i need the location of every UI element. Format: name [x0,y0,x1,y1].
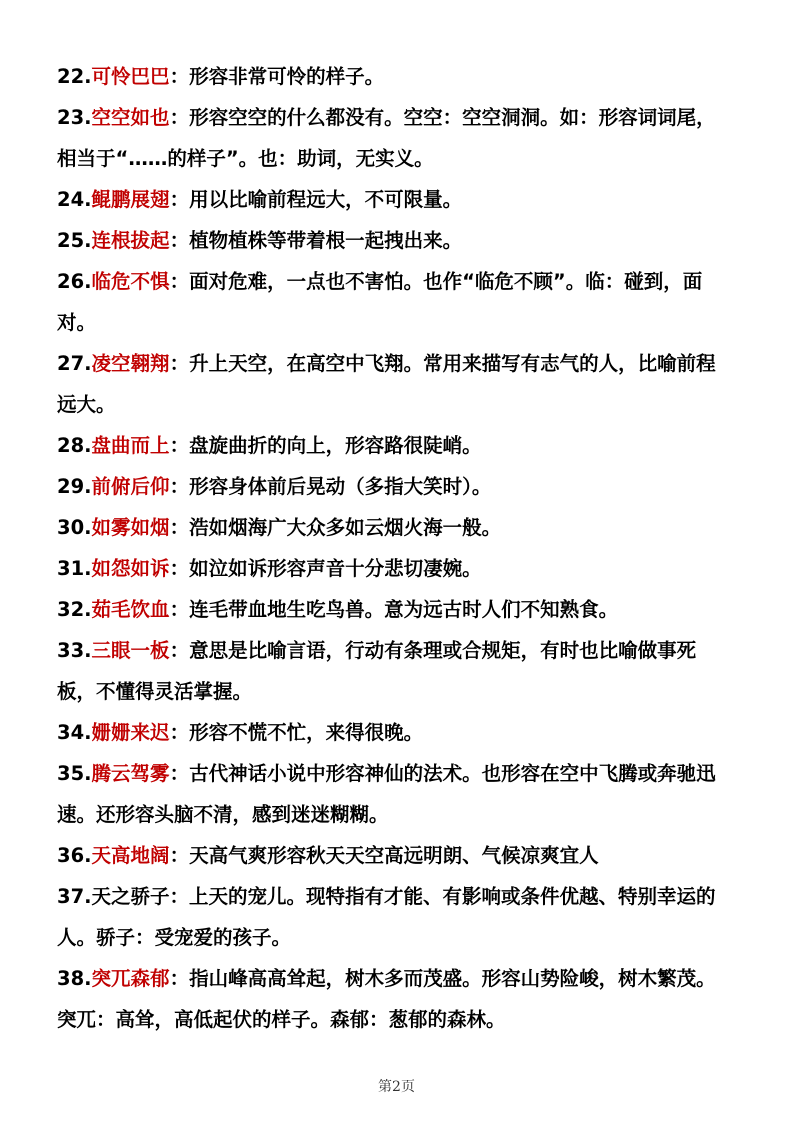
idiom-definition: ：天高气爽形容秋天天空高远明朗、气候凉爽宜人 [169,844,599,867]
idiom-definition: ：形容身体前后晃动（多指大笑时）。 [169,475,492,498]
entry-number: 26. [57,270,92,293]
idiom-entry [57,753,735,835]
idiom-definition: ：形容不慌不忙，来得很晚。 [169,721,424,744]
idiom-entry [57,958,735,1040]
idiom-definition: ：升上天空，在高空中飞翔。常用来描写有志气的人，比喻前程远大。 [57,352,716,416]
idiom-term: 茹毛饮血 [91,598,170,621]
idiom-term: 三眼一板 [91,639,170,662]
entry-number: 37. [57,885,92,908]
idiom-entry [57,876,735,958]
idiom-entry [57,630,735,712]
idiom-entry [57,835,735,876]
idiom-entry [57,97,735,179]
idiom-term: 突兀森郁 [91,967,170,990]
idiom-term: 姗姗来迟 [91,721,170,744]
idiom-term: 空空如也 [91,106,170,129]
idiom-definition: ：植物植株等带着根一起拽出来。 [169,229,463,252]
idiom-definition: ：古代神话小说中形容神仙的法术。也形容在空中飞腾或奔驰迅速。还形容头脑不清，感到迷迷糊糊。 [57,762,716,826]
entry-number: 33. [57,639,92,662]
entry-number: 28. [57,434,92,457]
entry-number: 25. [57,229,92,252]
idiom-definition: ：用以比喻前程远大，不可限量。 [169,188,463,211]
idiom-entry [57,548,735,589]
entry-number: 38. [57,967,92,990]
idiom-entry [57,261,735,343]
idiom-entry [57,220,735,261]
idiom-definition: ：浩如烟海广大众多如云烟火海一般。 [169,516,502,539]
idiom-entry [57,425,735,466]
idiom-entry [57,507,735,548]
entry-number: 30. [57,516,92,539]
idiom-term: 连根拔起 [91,229,170,252]
idiom-definition: ：意思是比喻言语，行动有条理或合规矩，有时也比喻做事死板，不懂得灵活掌握。 [57,639,697,703]
idiom-definition: ：连毛带血地生吃鸟兽。意为远古时人们不知熟食。 [169,598,619,621]
idiom-term: 凌空翱翔 [91,352,170,375]
entry-number: 23. [57,106,92,129]
entry-number: 34. [57,721,92,744]
idiom-entry [57,179,735,220]
idiom-definition: ：盘旋曲折的向上，形容路很陡峭。 [169,434,482,457]
entry-number: 36. [57,844,92,867]
idiom-definition: ：指山峰高高耸起，树木多而茂盛。形容山势险峻，树木繁茂。突兀：高耸，高低起伏的样子。森郁：葱郁的森林。 [57,967,716,1031]
idiom-term: 天高地阔 [91,844,170,867]
idiom-term: 可怜巴巴 [91,65,170,88]
idiom-definition: 天之骄子：上天的宠儿。现特指有才能、有影响或条件优越、特别幸运的人。骄子：受宠爱的孩子。 [57,885,716,949]
page-number: 第2页 [378,1079,415,1095]
entry-number: 32. [57,598,92,621]
idiom-definition: ：形容空空的什么都没有。空空：空空洞洞。如：形容词词尾，相当于“……的样子”。也：助词，无实义。 [57,106,716,170]
idiom-definition: ：面对危难，一点也不害怕。也作“临危不顾”。临：碰到，面对。 [57,270,703,334]
entry-number: 31. [57,557,92,580]
idiom-term: 如怨如诉 [91,557,170,580]
entry-number: 35. [57,762,92,785]
idiom-entry [57,712,735,753]
idiom-entry [57,343,735,425]
idiom-definition: ：形容非常可怜的样子。 [169,65,385,88]
entry-number: 29. [57,475,92,498]
entry-number: 24. [57,188,92,211]
idiom-term: 临危不惧 [91,270,170,293]
entry-number: 27. [57,352,92,375]
idiom-definition: ：如泣如诉形容声音十分悲切凄婉。 [169,557,482,580]
entry-number: 22. [57,65,92,88]
idiom-entry [57,56,735,97]
idiom-term: 盘曲而上 [91,434,170,457]
idiom-entry [57,589,735,630]
idiom-term: 前俯后仰 [91,475,170,498]
entry-list [57,56,735,1040]
idiom-entry [57,466,735,507]
idiom-term: 腾云驾雾 [91,762,170,785]
idiom-term: 如雾如烟 [91,516,170,539]
idiom-term: 鲲鹏展翅 [91,188,170,211]
